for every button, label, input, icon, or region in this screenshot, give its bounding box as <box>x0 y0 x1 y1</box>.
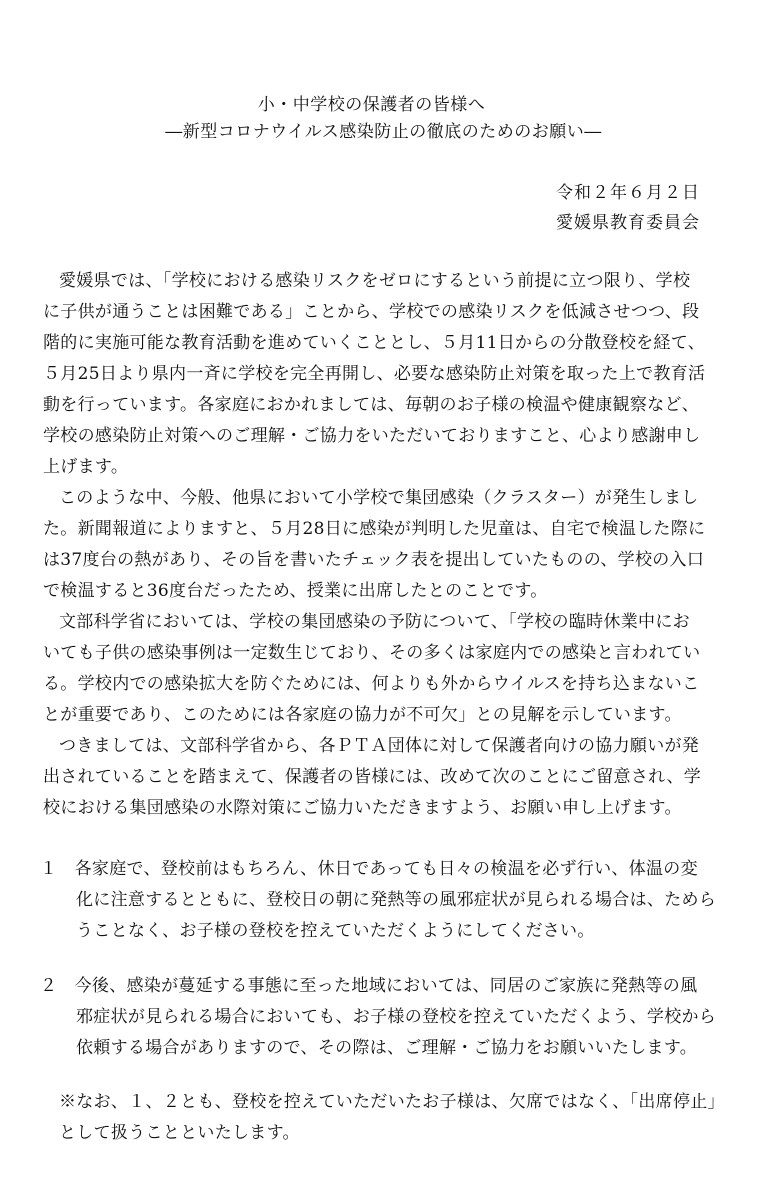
document-title: 小・中学校の保護者の皆様へ <box>257 95 486 115</box>
body-line: 学校の感染防止対策へのご理解・ご協力をいただいておりますこと、心より感謝申し <box>43 426 701 446</box>
body-line: いても子供の感染事例は一定数生じており、その多くは家庭内での感染と言われてい <box>43 643 701 663</box>
body-line: 出されていることを踏まえて、保護者の皆様には、改めて次のことにご留意され、学 <box>43 767 702 787</box>
body-line: 上げます。 <box>43 457 129 477</box>
body-line: とが重要であり、このためには各家庭の協力が不可欠」との見解を示しています。 <box>43 705 682 725</box>
body-line: ５月25日より県内一斉に学校を完全再開し、必要な感染防止対策を取った上で教育活 <box>43 364 706 384</box>
body-line: 愛媛県では、「学校における感染リスクをゼロにするという前提に立つ限り、学校 <box>59 271 691 291</box>
request-item-1-line: １ 各家庭で、登校前はもちろん、休日であっても日々の検温を必ず行い、体温の変 <box>40 859 698 879</box>
request-item-1-line: 化に注意するとともに、登校日の朝に発熱等の風邪症状が見られる場合は、ためら <box>76 890 717 910</box>
request-item-1-line: うことなく、お子様の登校を控えていただくようにしてください。 <box>76 921 595 941</box>
body-line: 校における集団感染の水際対策にご協力いただきますよう、お願い申し上げます。 <box>43 798 682 818</box>
issuer-name: 愛媛県教育委員会 <box>556 213 700 233</box>
note-line: ※なお、１、２とも、登校を控えていただいたお子様は、欠席ではなく、「出席停止」 <box>59 1092 725 1112</box>
document-subtitle: ―新型コロナウイルス感染防止の徹底のためのお願い― <box>165 122 602 142</box>
request-item-2-line: ２ 今後、感染が蔓延する事態に至った地域においては、同居のご家族に発熱等の風 <box>40 976 698 996</box>
request-item-2-line: 邪症状が見られる場合においても、お子様の登校を控えていただくよう、学校から <box>76 1007 717 1027</box>
body-line: に子供が通うことは困難である」ことから、学校での感染リスクを低減させつつ、段 <box>43 302 700 322</box>
request-item-2-line: 依頼する場合がありますので、その際は、ご理解・ご協力をお願いいたします。 <box>76 1038 698 1058</box>
body-line: 動を行っています。各家庭におかれましては、毎朝のお子様の検温や健康観察など、 <box>43 395 700 415</box>
document-date: 令和２年６月２日 <box>556 183 700 203</box>
body-line: は37度台の熱があり、その旨を書いたチェック表を提出していたものの、学校の入口 <box>43 550 705 570</box>
body-line: で検温すると36度台だったため、授業に出席したとのことです。 <box>43 581 548 601</box>
body-line: 階的に実施可能な教育活動を進めていくこととし、５月11日からの分散登校を経て、 <box>43 333 705 353</box>
body-line: る。学校内での感染拡大を防ぐためには、何よりも外からウイルスを持ち込まないこ <box>43 674 700 694</box>
body-line: このような中、今般、他県において小学校で集団感染（クラスター）が発生しまし <box>59 488 699 508</box>
note-line: として扱うことといたします。 <box>59 1123 300 1143</box>
body-line: 文部科学省においては、学校の集団感染の予防について、「学校の臨時休業中にお <box>59 612 690 632</box>
body-line: つきましては、文部科学省から、各ＰＴＡ団体に対して保護者向けの協力願いが発 <box>59 736 700 756</box>
body-line: た。新聞報道によりますと、５月28日に感染が判明した児童は、自宅で検温した際に <box>43 519 706 539</box>
